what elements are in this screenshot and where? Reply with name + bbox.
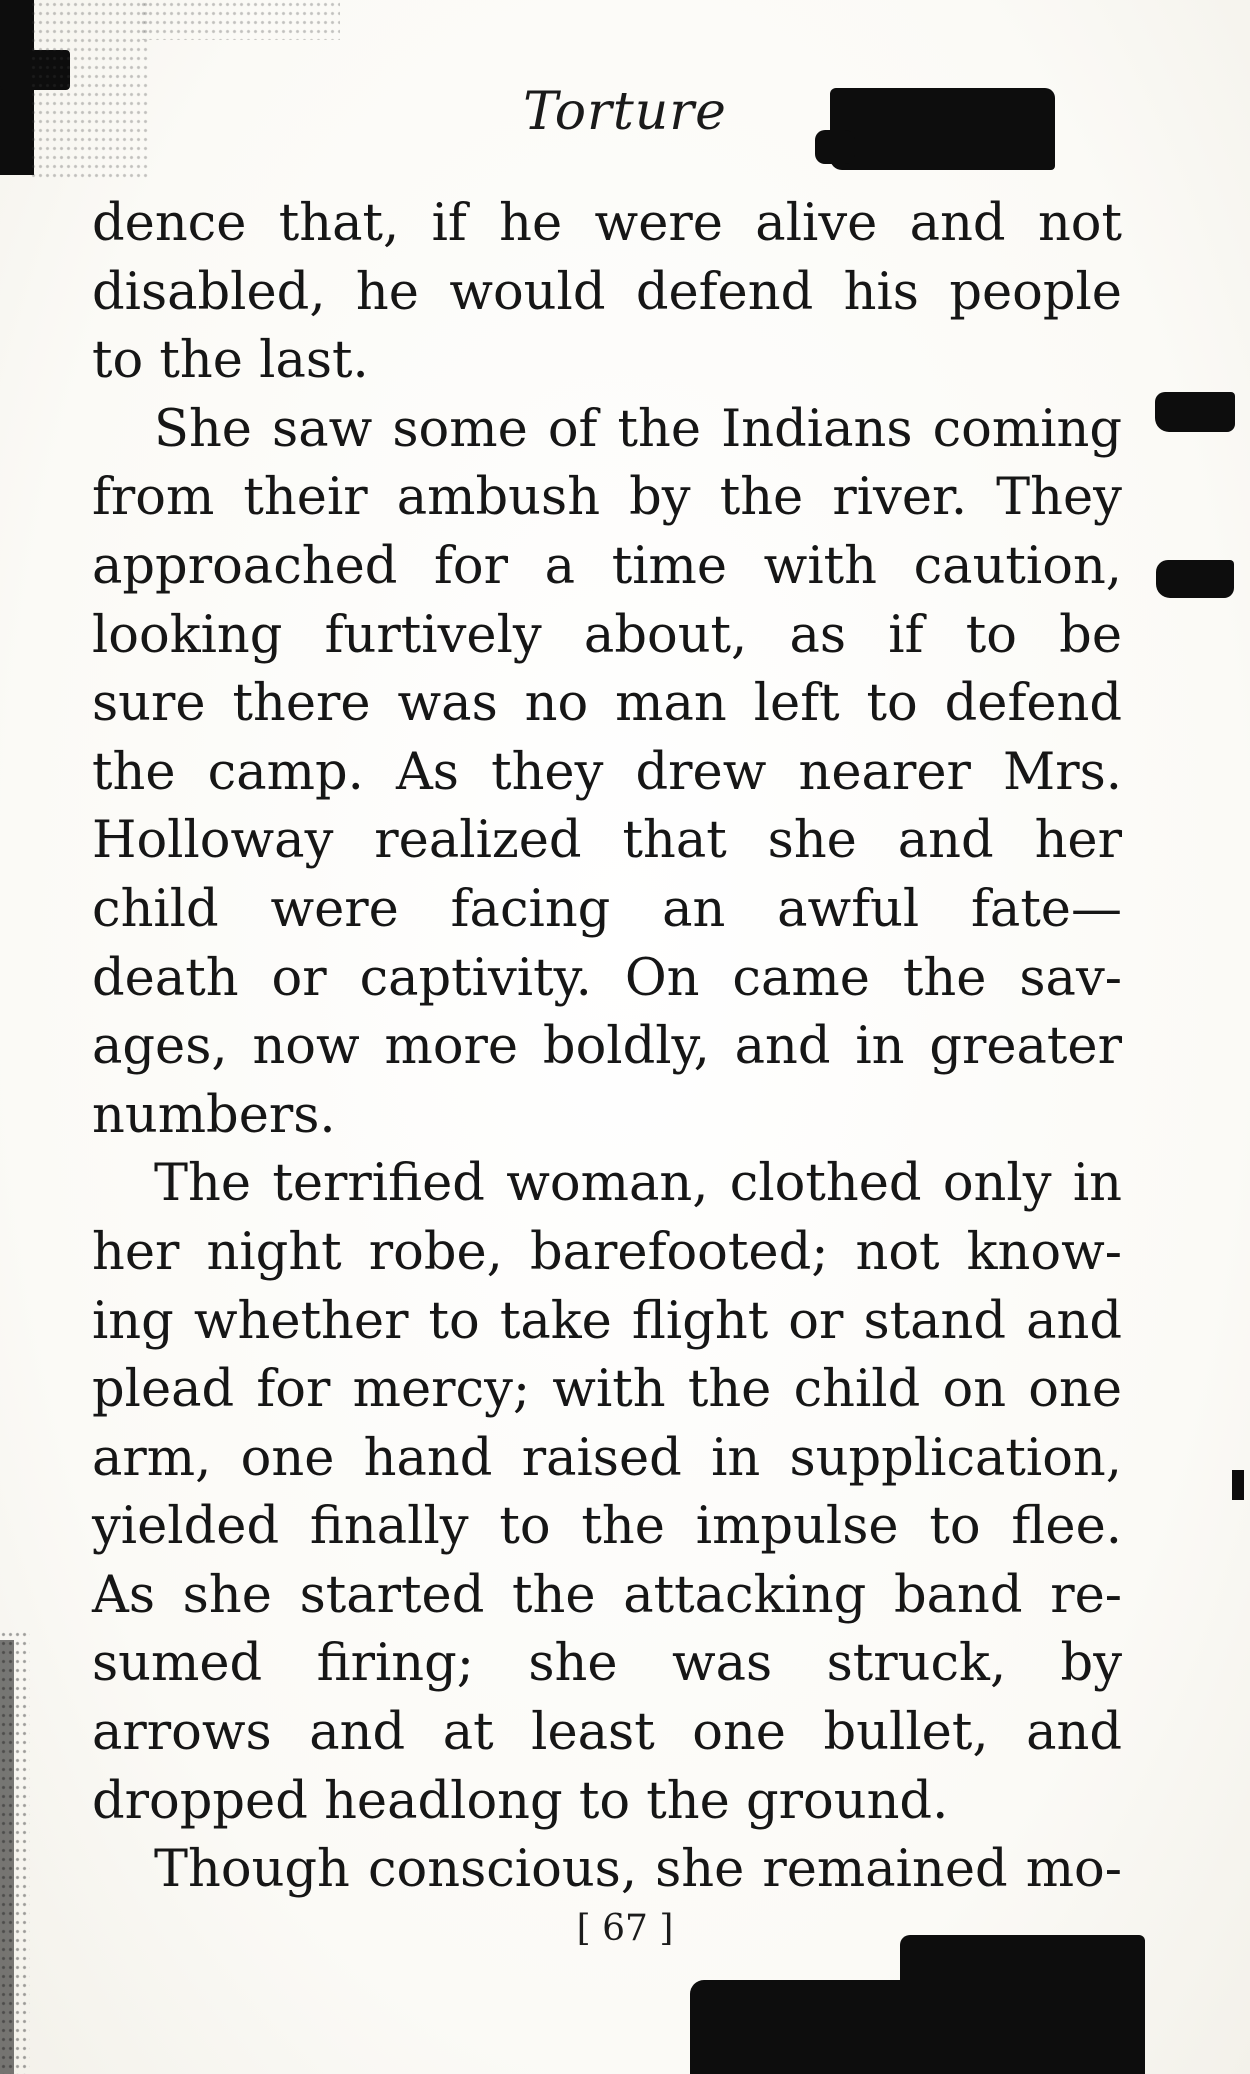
text-line: sure there was no man left to defend <box>92 674 1122 734</box>
text-line: sumed firing; she was struck, by <box>92 1634 1122 1694</box>
text-line: ages, now more boldly, and in greater <box>92 1017 1122 1077</box>
text-line: ing whether to take flight or stand and <box>92 1291 1122 1351</box>
text-line: disabled, he would defend his people <box>92 262 1122 322</box>
text-line: The terrified woman, clothed only in <box>154 1154 1122 1214</box>
text-line: dence that, if he were alive and not <box>92 194 1122 253</box>
scan-noise-top <box>140 0 340 40</box>
text-line: arm, one hand raised in supplication, <box>92 1428 1122 1488</box>
text-line: yielded finally to the impulse to flee. <box>92 1497 1122 1557</box>
text-line: her night robe, barefooted; not know- <box>92 1222 1122 1282</box>
edge-mark-right-1 <box>1155 392 1235 432</box>
edge-mark-right-2 <box>1156 560 1234 598</box>
text-line: looking furtively about, as if to be <box>92 605 1122 665</box>
text-line: arrows and at least one bullet, and <box>92 1703 1122 1763</box>
running-head: Torture <box>523 82 727 142</box>
text-line: Though conscious, she remained mo- <box>154 1840 1122 1900</box>
text-line: As she started the attacking band re- <box>92 1565 1122 1625</box>
edge-mark-right-3 <box>1232 1470 1244 1500</box>
text-line: dropped headlong to the ground. <box>92 1771 949 1831</box>
page-number: [ 67 ] <box>576 1908 674 1949</box>
body-text <box>92 190 1122 1905</box>
redaction-mark-bottom-right-c <box>740 2035 900 2074</box>
text-line: death or captivity. On came the sav- <box>92 948 1122 1008</box>
text-line: to the last. <box>92 331 369 391</box>
text-line: plead for mercy; with the child on one <box>92 1360 1122 1420</box>
redaction-mark-bottom-right-b <box>900 1935 1145 2074</box>
text-line: numbers. <box>92 1085 336 1145</box>
text-line: child were facing an awful fate— <box>92 879 1122 939</box>
text-line: She saw some of the Indians coming <box>154 399 1122 459</box>
text-line: the camp. As they drew nearer Mrs. <box>92 742 1122 802</box>
scan-edge-mark-left-bottom <box>0 1640 14 2074</box>
text-line: Holloway realized that she and her <box>92 811 1122 871</box>
text-line: from their ambush by the river. They <box>92 468 1122 528</box>
text-line: approached for a time with caution, <box>92 536 1122 596</box>
